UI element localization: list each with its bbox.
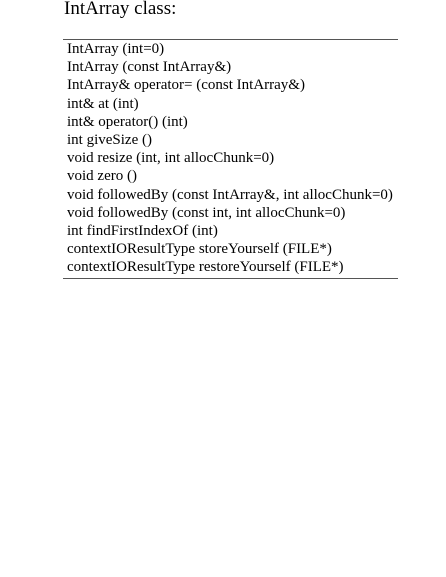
- method-row: contextIOResultType restoreYourself (FILE*): [67, 259, 344, 276]
- method-row: void followedBy (const int, int allocChunk=0): [67, 204, 346, 221]
- class-title: IntArray class:: [64, 0, 177, 19]
- method-row: void resize (int, int allocChunk=0): [67, 150, 275, 167]
- method-row: void zero (): [67, 168, 137, 185]
- method-row: int& operator() (int): [67, 113, 188, 130]
- method-row: int giveSize (): [67, 132, 152, 149]
- method-row: void followedBy (const IntArray&, int allocChunk=0): [67, 186, 393, 203]
- method-row: IntArray (const IntArray&): [67, 59, 232, 76]
- method-row: int findFirstIndexOf (int): [67, 223, 218, 240]
- method-list: [63, 40, 398, 277]
- method-table: [63, 39, 398, 279]
- method-row: int& at (int): [67, 95, 139, 112]
- method-row: contextIOResultType storeYourself (FILE*): [67, 241, 332, 258]
- method-row: IntArray (int=0): [67, 41, 165, 57]
- method-row: IntArray& operator= (const IntArray&): [67, 77, 305, 94]
